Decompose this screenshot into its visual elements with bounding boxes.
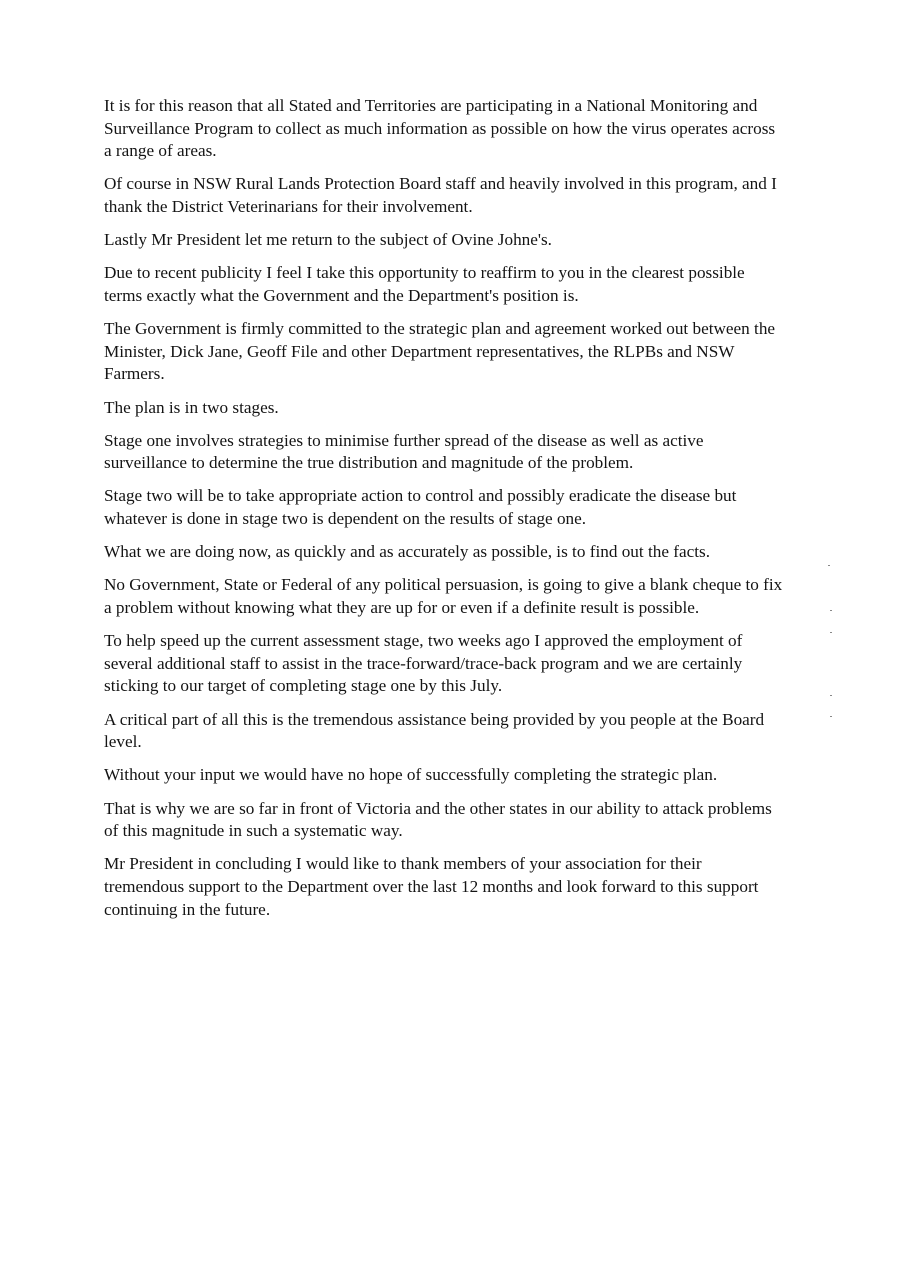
paragraph-board-assistance: A critical part of all this is the tremendous assistance being provided by you people at the Board level.	[104, 709, 765, 752]
paragraph-stage-one: Stage one involves strategies to minimise further spread of the disease as well as active surveillance to determine the true distribution and magnitude of the problem.	[104, 430, 704, 473]
scan-speck	[830, 716, 832, 717]
paragraph-two-stages: The plan is in two stages.	[104, 397, 279, 417]
paragraph-rlpb-staff: Of course in NSW Rural Lands Protection Board staff and heavily involved in this program, and I thank the District Veterinarians for their involvement.	[104, 174, 777, 216]
paragraph-recent-publicity: Due to recent publicity I feel I take this opportunity to reaffirm to you in the clearest possible terms exactly what the Government and the Department's position is.	[104, 263, 745, 305]
paragraph-blank-cheque: No Government, State or Federal of any political persuasion, is going to give a blank cheque to fix a problem without knowing what they are up for or even if a definite result is possible.	[104, 575, 783, 618]
scan-speck	[830, 695, 832, 696]
paragraph-victoria-comparison: That is why we are so far in front of Victoria and the other states in our ability to attack problems of this magnitude in such a systematic way.	[104, 798, 772, 841]
paragraph-find-facts: What we are doing now, as quickly and as accurately as possible, is to find out the facts.	[104, 542, 711, 562]
paragraph-strategic-plan: The Government is firmly committed to the strategic plan and agreement worked out between the Minister, Dick Jane, Geoff File and other Department representatives, the RLPBs and NSW Farmers.	[104, 319, 776, 384]
scan-speck	[830, 610, 832, 611]
scan-speck	[830, 632, 832, 633]
scan-speck	[828, 565, 830, 566]
paragraph-stage-two: Stage two will be to take appropriate action to control and possibly eradicate the disease but whatever is done in stage two is dependent on the results of stage one.	[104, 486, 737, 529]
paragraph-concluding-thanks: Mr President in concluding I would like to thank members of your association for their tremendous support to the Department over the last 12 months and look forward to this support continuing in the future.	[104, 854, 759, 919]
paragraph-additional-staff: To help speed up the current assessment stage, two weeks ago I approved the employment of several additional staff to assist in the trace-forward/trace-back program and we are certainly sticking to our target of completing stage one by this July.	[104, 631, 743, 696]
paragraph-national-monitoring: It is for this reason that all Stated and Territories are participating in a National Monitoring and Surveillance Program to collect as much information as possible on how the virus operates across a range of areas.	[104, 96, 776, 161]
paragraph-your-input: Without your input we would have no hope of successfully completing the strategic plan.	[104, 765, 718, 785]
paragraph-ovine-johnes: Lastly Mr President let me return to the subject of Ovine Johne's.	[104, 230, 552, 250]
document-body	[104, 95, 784, 932]
